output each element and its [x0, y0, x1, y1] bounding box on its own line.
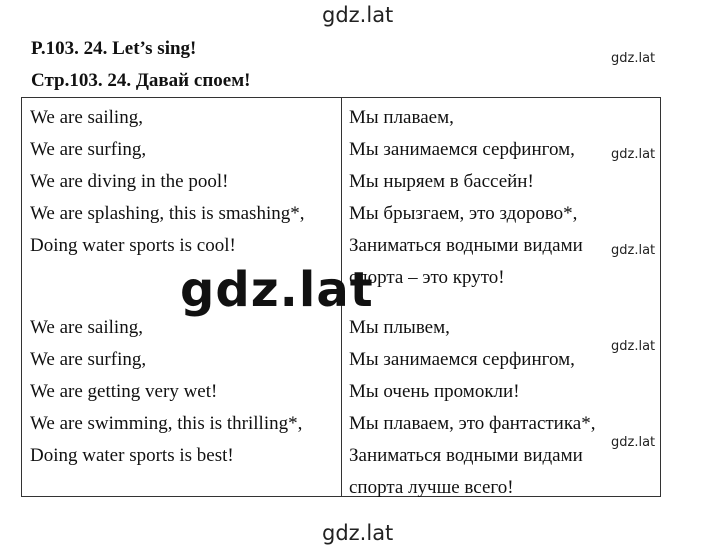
- watermark-side: gdz.lat: [611, 147, 656, 162]
- watermark-bottom: gdz.lat: [322, 521, 394, 545]
- russian-line: спорта лучше всего!: [349, 477, 514, 498]
- english-line: Doing water sports is cool!: [30, 235, 236, 256]
- english-line: We are getting very wet!: [30, 381, 218, 402]
- russian-line: Заниматься водными видами: [349, 445, 583, 466]
- russian-line: Мы плаваем,: [349, 107, 454, 128]
- russian-line: Мы занимаемся серфингом,: [349, 349, 575, 370]
- watermark-top: gdz.lat: [322, 3, 394, 27]
- english-line: We are diving in the pool!: [30, 171, 229, 192]
- heading-english: P.103. 24. Let’s sing!: [31, 38, 197, 59]
- watermark-side: gdz.lat: [611, 435, 656, 450]
- english-line: We are sailing,: [30, 107, 143, 128]
- english-line: We are surfing,: [30, 349, 147, 370]
- english-line: Doing water sports is best!: [30, 445, 234, 466]
- english-line: We are surfing,: [30, 139, 147, 160]
- watermark-side: gdz.lat: [611, 339, 656, 354]
- russian-line: Мы плаваем, это фантастика*,: [349, 413, 596, 434]
- russian-column: [349, 102, 654, 504]
- russian-line: Мы ныряем в бассейн!: [349, 171, 534, 192]
- heading-russian: Стр.103. 24. Давай споем!: [31, 70, 251, 91]
- stanza-gap: [349, 294, 654, 312]
- english-line: We are swimming, this is thrilling*,: [30, 413, 303, 434]
- russian-line: спорта – это круто!: [349, 267, 505, 288]
- watermark-center: gdz.lat: [180, 262, 374, 318]
- english-line: We are sailing,: [30, 317, 143, 338]
- russian-line: Мы плывем,: [349, 317, 450, 338]
- english-line: We are splashing, this is smashing*,: [30, 203, 305, 224]
- russian-line: Мы брызгаем, это здорово*,: [349, 203, 578, 224]
- russian-line: Мы очень промокли!: [349, 381, 520, 402]
- watermark-side: gdz.lat: [611, 243, 656, 258]
- russian-line: Заниматься водными видами: [349, 235, 583, 256]
- watermark-side: gdz.lat: [611, 51, 656, 66]
- russian-line: Мы занимаемся серфингом,: [349, 139, 575, 160]
